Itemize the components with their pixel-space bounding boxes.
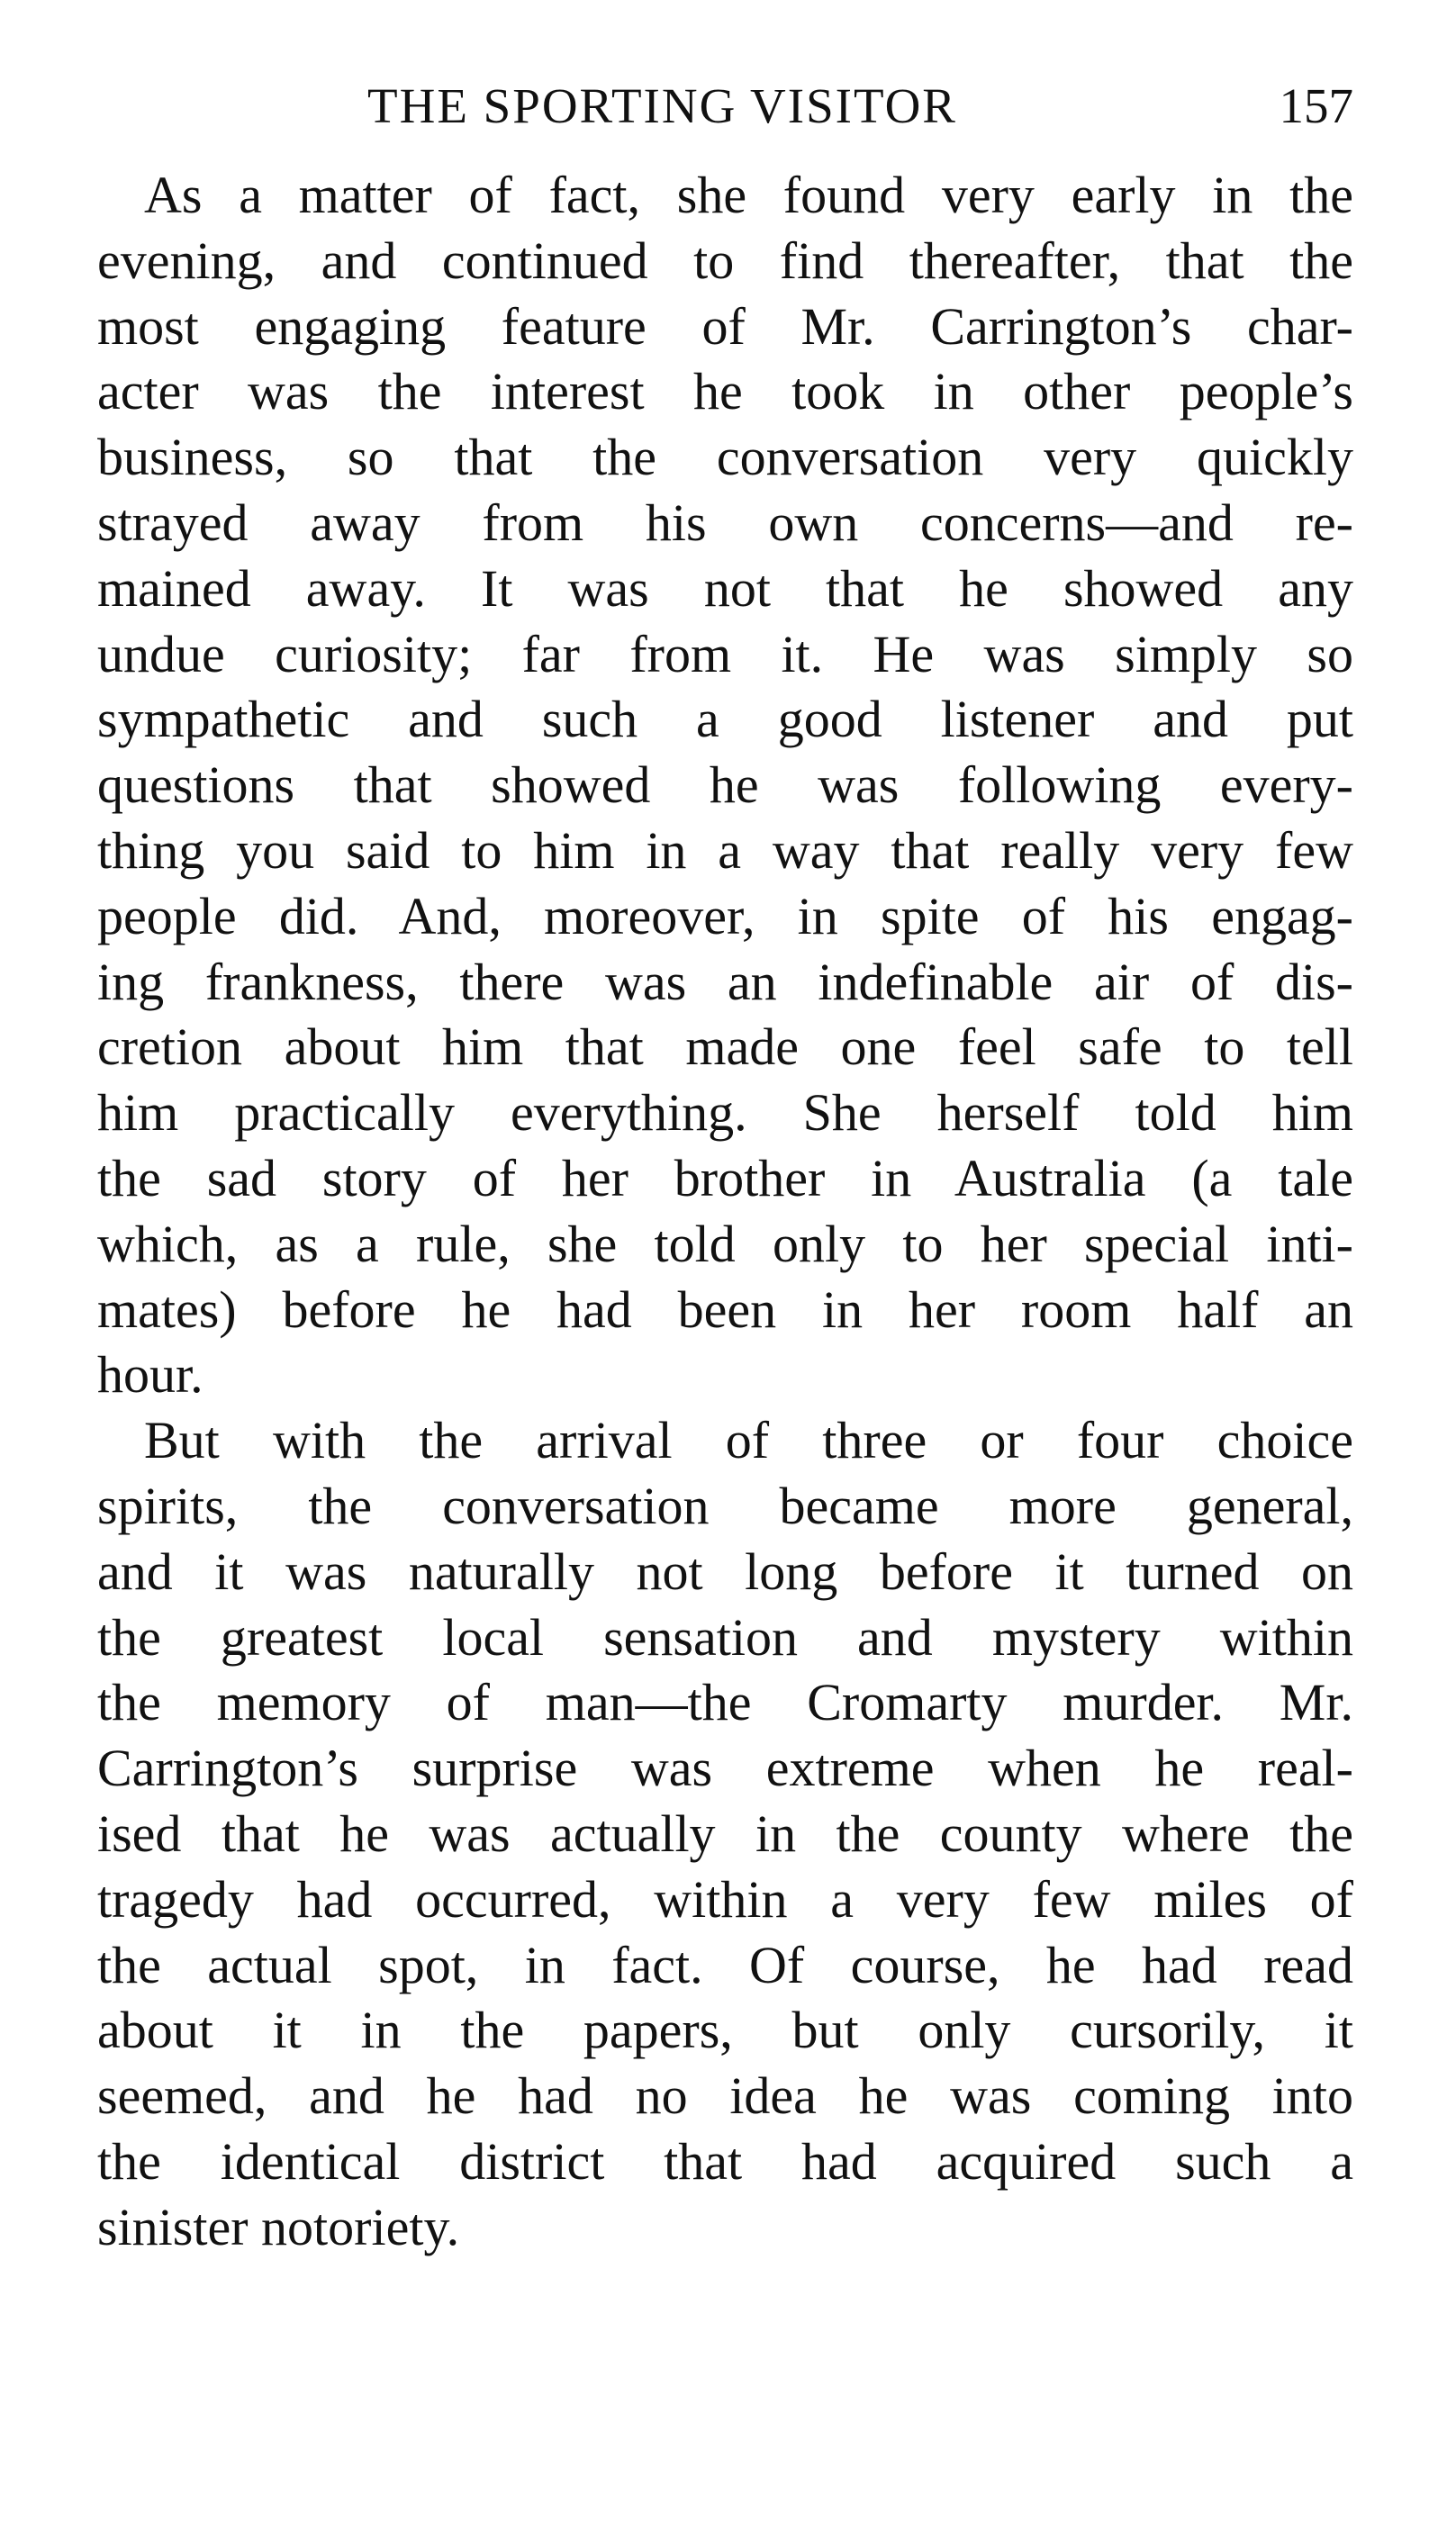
text-line: tragedy had occurred, within a very few miles of [97, 1869, 1353, 1929]
text-line: mates) before he had been in her room half an [97, 1279, 1353, 1339]
text-line: As a matter of fact, she found very early in the [144, 166, 1353, 224]
text-line: sinister notoriety. [97, 2197, 460, 2256]
text-line: the sad story of her brother in Australia (a tale [97, 1148, 1353, 1207]
text-line: business, so that the conversation very quickly [97, 428, 1353, 487]
text-line: about it in the papers, but only cursorily, it [97, 2001, 1353, 2060]
paragraph [97, 163, 1353, 1408]
text-line: the actual spot, in fact. Of course, he had read [97, 1935, 1353, 1994]
text-line: undue curiosity; far from it. He was simply so [97, 624, 1353, 683]
text-line: sympathetic and such a good listener and put [97, 690, 1353, 749]
text-line: strayed away from his own concerns—and re- [97, 493, 1353, 552]
body-text [97, 163, 1353, 2261]
paragraph [97, 1408, 1353, 2260]
text-line: which, as a rule, she told only to her special inti- [97, 1214, 1353, 1273]
text-line: the greatest local sensation and mystery within [97, 1607, 1353, 1667]
text-line: evening, and continued to find thereafter, that the [97, 230, 1353, 290]
text-line: cretion about him that made one feel safe to tell [97, 1017, 1353, 1077]
text-line: questions that showed he was following every- [97, 755, 1353, 815]
page-number: 157 [1279, 78, 1353, 133]
page-header [97, 70, 1353, 142]
text-line: ised that he was actually in the county where the [97, 1803, 1353, 1863]
text-line: Carrington’s surprise was extreme when he real- [97, 1739, 1353, 1798]
text-line: seemed, and he had no idea he was coming into [97, 2066, 1353, 2126]
text-line: and it was naturally not long before it turned on [97, 1541, 1353, 1601]
text-line: him practically everything. She herself told him [97, 1083, 1353, 1143]
text-line: ing frankness, there was an indefinable air of dis- [97, 952, 1353, 1011]
text-line: most engaging feature of Mr. Carrington’s char- [97, 296, 1353, 356]
text-line: thing you said to him in a way that really very few [97, 820, 1353, 880]
text-line: hour. [97, 1345, 203, 1405]
text-line: But with the arrival of three or four choice [144, 1411, 1353, 1470]
text-line: spirits, the conversation became more general, [97, 1476, 1353, 1535]
running-title: THE SPORTING VISITOR [367, 78, 957, 133]
text-line: mained away. It was not that he showed any [97, 558, 1353, 618]
text-line: the identical district that had acquired such a [97, 2131, 1353, 2191]
text-line: the memory of man—the Cromarty murder. Mr. [97, 1673, 1353, 1732]
text-line: people did. And, moreover, in spite of his engag- [97, 886, 1353, 945]
text-line: acter was the interest he took in other people’s [97, 362, 1353, 421]
